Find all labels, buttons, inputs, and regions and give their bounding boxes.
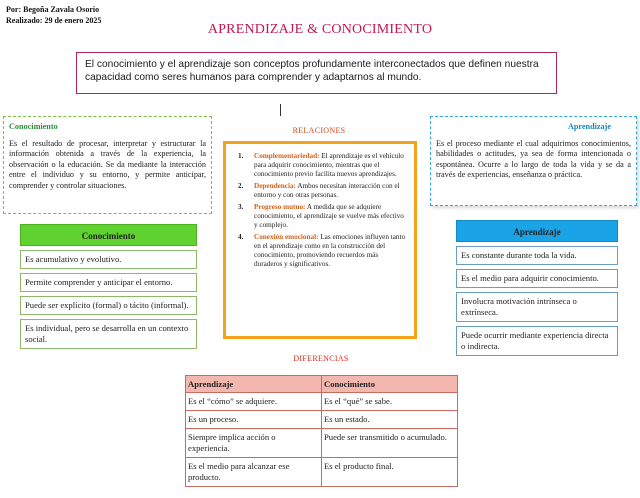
column-header: Conocimiento <box>322 376 458 393</box>
list-conocimiento <box>20 224 197 349</box>
column-header: Aprendizaje <box>186 376 322 393</box>
table-cell: Puede ser transmitido o acumulado. <box>322 429 458 458</box>
text-cursor <box>280 104 281 116</box>
definition-box-conocimiento <box>3 116 212 214</box>
relaciones-list <box>234 152 408 269</box>
list-item: Es acumulativo y evolutivo. <box>20 250 197 269</box>
list-header: Aprendizaje <box>456 220 618 242</box>
list-item: Permite comprender y anticipar el entorno. <box>20 273 197 292</box>
relacion-text: El aprendizaje es el vehículo para adquirir conocimiento, mientras que el conocimiento previo facilita nuevos aprendizajes. <box>254 152 404 178</box>
table-cell: Es el “cómo” se adquiere. <box>186 393 322 411</box>
item-number: 1. <box>238 152 244 160</box>
item-number: 3. <box>238 203 244 211</box>
definition-title: Aprendizaje <box>567 122 611 131</box>
list-item: Involucra motivación intrínseca o extrínseca. <box>456 292 618 322</box>
list-item: Es constante durante toda la vida. <box>456 246 618 265</box>
page-title: APRENDIZAJE & CONOCIMIENTO <box>207 22 433 37</box>
item-number: 2. <box>238 182 244 190</box>
list-item: Es individual, pero se desarrolla en un contexto social. <box>20 319 197 349</box>
relacion-text: Las emociones influyen tanto en el aprendizaje como en la construcción del conocimiento, promoviendo recuerdos más duraderos y significativos. <box>254 233 406 268</box>
table-cell: Siempre implica acción o experiencia. <box>186 429 322 458</box>
list-aprendizaje <box>456 220 618 356</box>
table-row <box>186 393 458 411</box>
diferencias-table <box>185 375 458 487</box>
table-cell: Es un proceso. <box>186 411 322 429</box>
list-item: Puede ser explícito (formal) o tácito (informal). <box>20 296 197 315</box>
relaciones-box <box>223 141 417 339</box>
diferencias-title: DIFERENCIAS <box>293 354 349 363</box>
relacion-term: Dependencia: <box>254 182 296 190</box>
relacion-term: Complementariedad: <box>254 152 320 160</box>
relacion-item <box>234 203 408 230</box>
creation-date: Realizado: 29 de enero 2025 <box>6 16 102 25</box>
relacion-term: Conexión emocional: <box>254 233 319 241</box>
list-item: Puede ocurrir mediante experiencia directa o indirecta. <box>456 326 618 356</box>
intro-box: El conocimiento y el aprendizaje son conceptos profundamente interconectados que definen nuestra capacidad como seres humanos para comprender y adaptarnos al mundo. <box>76 52 557 94</box>
list-header: Conocimiento <box>20 224 197 246</box>
table-row <box>186 458 458 487</box>
relacion-term: Progreso mutuo: <box>254 203 306 211</box>
definition-box-aprendizaje <box>430 116 637 206</box>
relacion-text: Ambos necesitan interacción con el entorno y con otras personas. <box>254 182 400 199</box>
table-cell: Es un estado. <box>322 411 458 429</box>
table-header-row <box>186 376 458 393</box>
relacion-text: A medida que se adquiere conocimiento, el aprendizaje se vuelve más efectivo y complejo. <box>254 203 404 229</box>
table-row <box>186 411 458 429</box>
definition-text: Es el proceso mediante el cual adquirimos conocimientos, habilidades o actitudes, ya sea de forma intencionada o espontánea. Ocurre a lo largo de toda la vida y se da a través de experiencias, enseñanza o práctica. <box>436 138 631 179</box>
relacion-item <box>234 182 408 200</box>
author-name: Por: Begoña Zavala Osorio <box>6 5 100 14</box>
table-cell: Es el producto final. <box>322 458 458 487</box>
list-item: Es el medio para adquirir conocimiento. <box>456 269 618 288</box>
relaciones-title: RELACIONES <box>292 126 346 135</box>
table-cell: Es el medio para alcanzar ese producto. <box>186 458 322 487</box>
relacion-item <box>234 152 408 179</box>
definition-title: Conocimiento <box>9 122 58 131</box>
definition-text: Es el resultado de procesar, interpretar y estructurar la información obtenida a través de la experiencia, la observación o la educación. Se da mediante la interacción entre el individuo y su entorno, y permite anticipar, comprender y controlar situaciones. <box>9 138 206 190</box>
table-cell: Es el “qué” se sabe. <box>322 393 458 411</box>
relacion-item <box>234 233 408 269</box>
item-number: 4. <box>238 233 244 241</box>
table-row <box>186 429 458 458</box>
